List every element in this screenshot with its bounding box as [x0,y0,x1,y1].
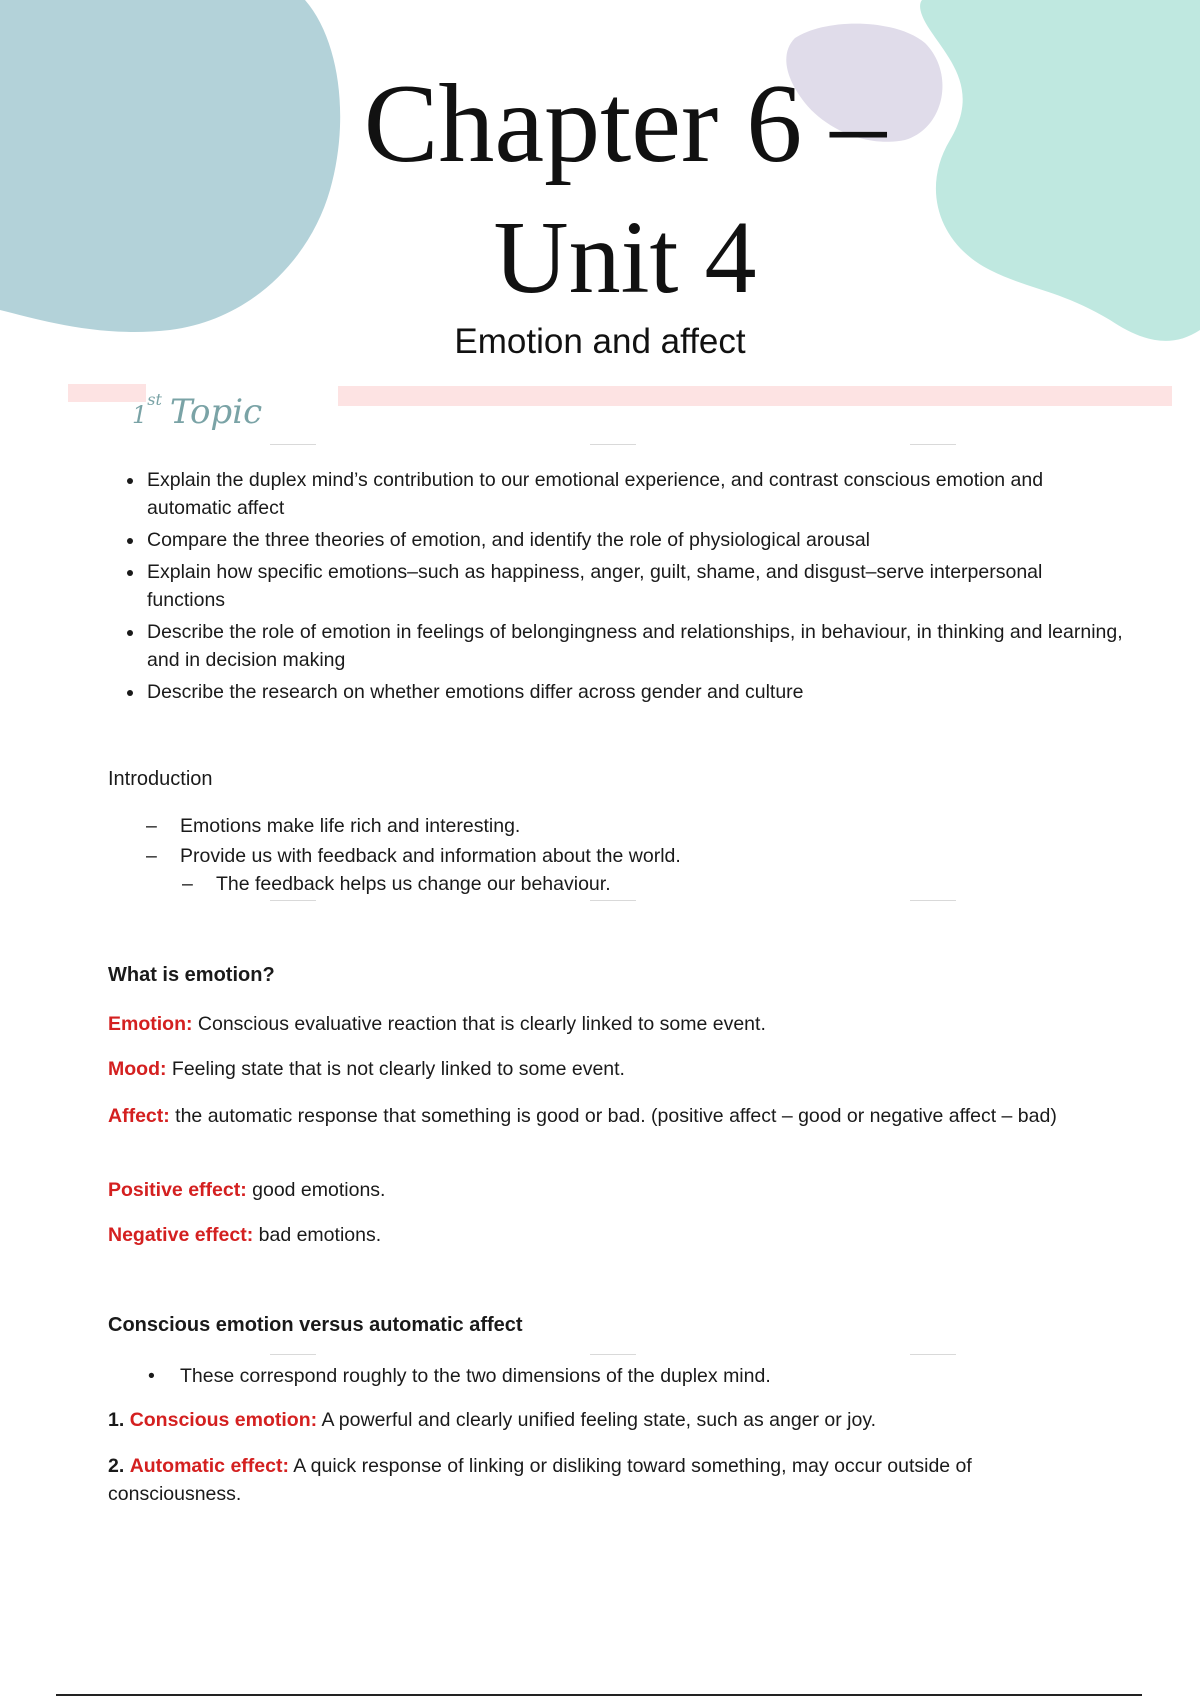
faint-mark [910,900,956,901]
intro-point: – Emotions make life rich and interesting. [180,812,520,840]
definition-term: Positive effect: [108,1179,247,1201]
dash-marker: – [146,845,157,867]
item-number: 2. [108,1455,125,1477]
chapter-subtitle: Emotion and affect [454,322,746,361]
faint-mark [590,444,636,445]
decor-blob-right [910,0,1200,350]
topic-label [132,392,262,432]
objective-item: • Describe the role of emotion in feelings of belongingness and relationships, in behaviour, in thinking and learning, and in decision making [145,618,1125,674]
faint-mark [270,900,316,901]
definition-affect: Affect: the automatic response that something is good or bad. (positive affect – good or negative affect – bad) [108,1105,1057,1127]
chapter-title-line1: Chapter 6 – [363,62,887,186]
objective-item: • Explain the duplex mind’s contribution to our emotional experience, and contrast conscious emotion and automatic affect [145,466,1125,522]
bullet-marker: • [148,1365,155,1387]
item-number: 1. [108,1409,125,1431]
faint-mark [910,444,956,445]
faint-mark [590,1354,636,1355]
definition-emotion: Emotion: Conscious evaluative reaction that is clearly linked to some event. [108,1013,766,1035]
duplex-bullet: • These correspond roughly to the two dimensions of the duplex mind. [180,1362,771,1390]
topic-number: 1 [132,401,148,429]
topic-bar-right [338,386,1172,406]
chapter-title-line2: Unit 4 [493,200,757,315]
definition-negative-effect: Negative effect: bad emotions. [108,1224,382,1246]
faint-mark [910,1354,956,1355]
definition-term: Negative effect: [108,1224,254,1246]
item-term: Conscious emotion: [129,1409,318,1431]
dash-marker: – [182,873,193,895]
objective-item: • Compare the three theories of emotion, and identify the role of physiological arousal [145,526,1125,554]
topic-suffix: st [147,390,162,409]
objectives-list [108,466,1125,710]
definition-term: Mood: [108,1058,167,1080]
intro-subpoint: – The feedback helps us change our behaviour. [216,870,611,898]
definition-term: Emotion: [108,1013,193,1035]
dash-marker: – [146,815,157,837]
faint-mark [270,1354,316,1355]
intro-point: – Provide us with feedback and information about the world. [180,842,681,870]
conscious-vs-automatic-heading: Conscious emotion versus automatic affect [108,1314,523,1336]
faint-mark [590,900,636,901]
what-is-emotion-heading: What is emotion? [108,964,275,986]
objective-item: • Describe the research on whether emotions differ across gender and culture [145,678,1125,706]
definition-term: Affect: [108,1105,170,1127]
numbered-item-automatic-effect: 2. Automatic effect: A quick response of linking or disliking toward something, may occur outside of consciousness. [108,1455,972,1505]
page-bottom-rule [56,1694,1142,1696]
numbered-item-conscious-emotion: 1. Conscious emotion: A powerful and clearly unified feeling state, such as anger or joy. [108,1409,877,1431]
objective-item: • Explain how specific emotions–such as happiness, anger, guilt, shame, and disgust–serve interpersonal functions [145,558,1125,614]
faint-mark [270,444,316,445]
definition-mood: Mood: Feeling state that is not clearly linked to some event. [108,1058,625,1080]
definition-positive-effect: Positive effect: good emotions. [108,1179,386,1201]
item-term: Automatic effect: [129,1455,289,1477]
topic-word: Topic [169,392,263,432]
introduction-heading: Introduction [108,768,213,790]
